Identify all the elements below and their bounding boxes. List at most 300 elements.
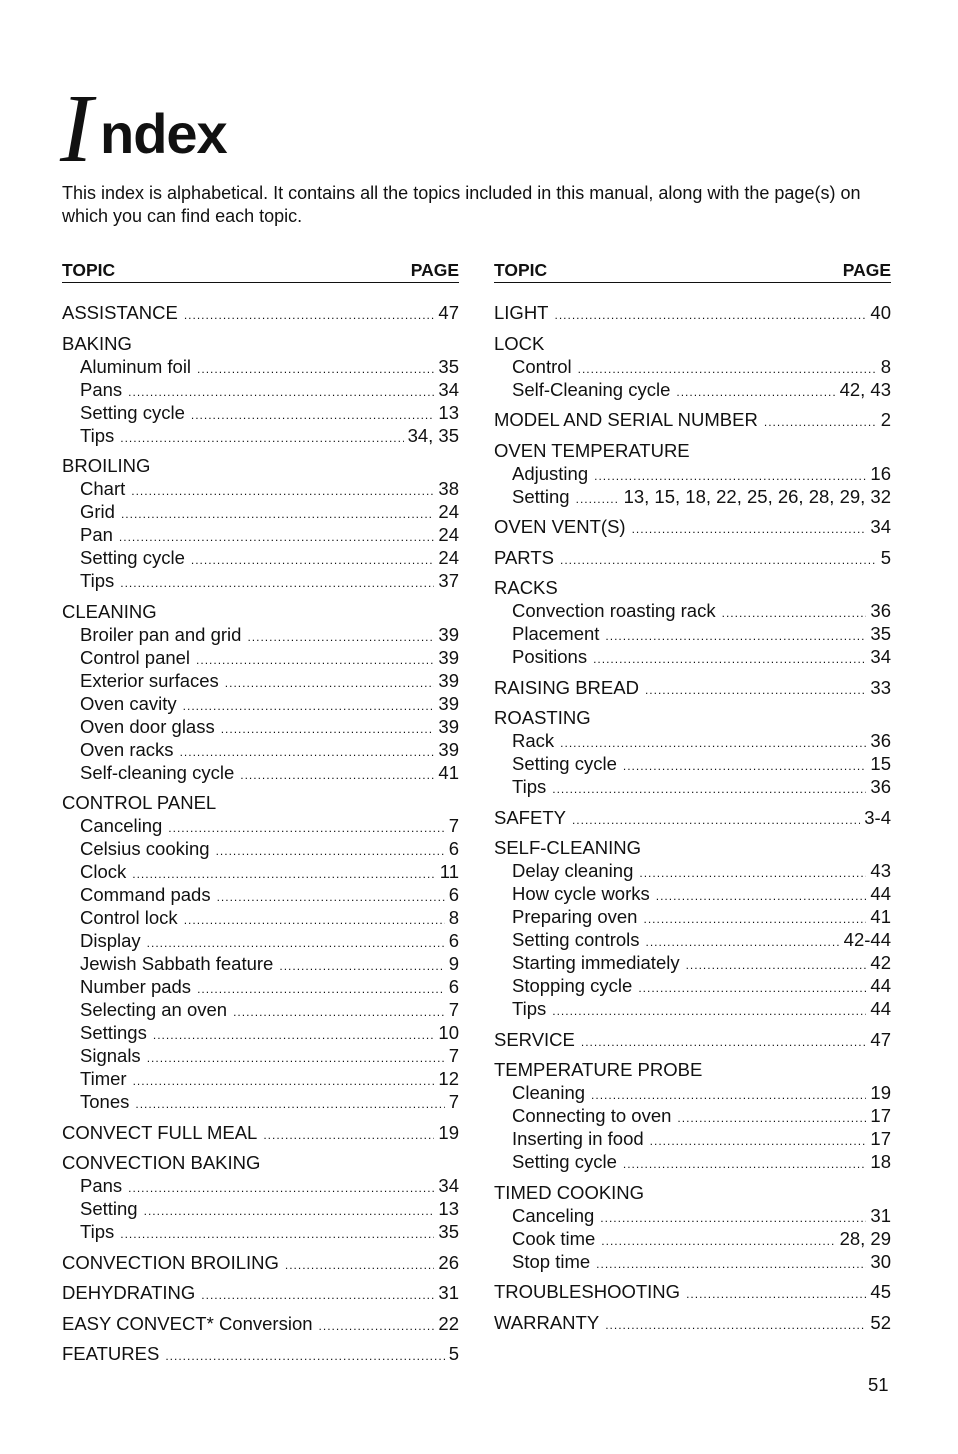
- index-entry-heading: [494, 806, 891, 829]
- index-subentry: [494, 775, 891, 798]
- index-subentry: [62, 355, 459, 378]
- index-subentry: [494, 1127, 891, 1150]
- index-subentry: [494, 951, 891, 974]
- entry-page: 7: [448, 1091, 459, 1112]
- entry-topic: Exterior surfaces: [80, 669, 219, 691]
- entry-page: 5: [880, 546, 891, 568]
- entry-page: 36: [870, 600, 891, 621]
- entry-page: 17: [870, 1128, 891, 1149]
- dot-leader: [184, 304, 435, 327]
- entry-page: 10: [438, 1022, 459, 1043]
- entry-page: 34: [870, 516, 891, 537]
- index-subentry: [62, 906, 459, 929]
- index-entry-heading: [494, 546, 891, 569]
- index-entry-heading: [62, 1281, 459, 1304]
- index-subentry: [494, 997, 891, 1020]
- entry-page: 47: [870, 1028, 891, 1050]
- index-subentry: [494, 1227, 891, 1250]
- entry-topic: Setting controls: [512, 929, 640, 950]
- index-entry-heading: [62, 301, 459, 324]
- dot-leader: [233, 1001, 445, 1024]
- index-entry: [62, 454, 459, 592]
- entry-page: 19: [870, 1082, 891, 1103]
- entry-topic: Setting cycle: [80, 401, 185, 423]
- index-entry-heading: [62, 1312, 459, 1335]
- entry-topic: Celsius cooking: [80, 838, 210, 859]
- dot-leader: [197, 358, 434, 381]
- entry-page: 24: [438, 547, 459, 568]
- index-subentry: [494, 905, 891, 928]
- title-rest: ndex: [100, 102, 227, 165]
- entry-page: 33: [870, 676, 891, 698]
- entry-topic: Cleaning: [512, 1082, 586, 1103]
- index-subentry: [62, 814, 459, 837]
- index-entry: [62, 332, 459, 447]
- dot-leader: [201, 1284, 434, 1307]
- entry-topic: Control: [512, 355, 572, 377]
- topic-header: TOPIC: [62, 260, 116, 280]
- entry-page: 42-44: [843, 929, 891, 950]
- entry-page: 43: [870, 860, 891, 881]
- index-entry-heading: [494, 515, 891, 538]
- index-entry-heading: [494, 439, 891, 462]
- entry-topic: Pans: [80, 378, 123, 400]
- entry-page: 8: [448, 907, 459, 928]
- index-subentry: [62, 952, 459, 975]
- entry-topic: Canceling: [512, 1204, 595, 1226]
- dot-leader: [605, 1314, 866, 1337]
- index-entry: [494, 1311, 891, 1334]
- entry-topic: TROUBLESHOOTING: [494, 1281, 681, 1302]
- title-initial: I: [60, 75, 93, 183]
- entry-topic: LIGHT: [494, 302, 549, 323]
- dot-leader: [221, 718, 435, 741]
- index-column-right: [494, 258, 891, 1341]
- entry-page: 39: [438, 715, 459, 737]
- dot-leader: [240, 764, 434, 787]
- index-subentry: [62, 975, 459, 998]
- entry-topic: Stop time: [512, 1250, 591, 1272]
- index-entry-heading: [494, 408, 891, 431]
- entry-page: 37: [438, 570, 459, 591]
- dot-leader: [656, 885, 867, 908]
- index-entry: [494, 546, 891, 569]
- index-entry-heading: [494, 301, 891, 324]
- dot-leader: [216, 840, 445, 863]
- entry-page: 11: [439, 861, 459, 882]
- index-subentry: [62, 646, 459, 669]
- entry-page: 13: [438, 1198, 459, 1219]
- dot-leader: [128, 1177, 434, 1200]
- entry-page: 2: [880, 409, 891, 430]
- dot-leader: [319, 1315, 435, 1338]
- index-column-left: [62, 258, 459, 1373]
- entry-topic: Canceling: [80, 815, 163, 836]
- dot-leader: [593, 648, 866, 671]
- dot-leader: [686, 1283, 866, 1306]
- index-entry: [62, 1121, 459, 1144]
- entry-page: 44: [870, 998, 891, 1019]
- dot-leader: [165, 1345, 444, 1368]
- index-entry-heading: [494, 332, 891, 355]
- entry-topic: Broiler pan and grid: [80, 623, 242, 645]
- entry-page: 42: [870, 952, 891, 973]
- dot-leader: [645, 679, 866, 702]
- entry-topic: Setting: [80, 1198, 138, 1219]
- dot-leader: [131, 480, 434, 503]
- index-entry-heading: [62, 1151, 459, 1174]
- page-header: PAGE: [410, 260, 459, 280]
- index-subentry: [62, 1174, 459, 1197]
- entry-topic: CONTROL PANEL: [62, 792, 217, 813]
- entry-page: 52: [870, 1311, 891, 1333]
- index-subentry: [494, 859, 891, 882]
- entry-page: 36: [870, 730, 891, 751]
- index-subentry: [62, 738, 459, 761]
- entry-topic: BROILING: [62, 455, 151, 476]
- dot-leader: [184, 909, 445, 932]
- entry-page: 39: [438, 669, 459, 691]
- dot-leader: [279, 955, 444, 978]
- dot-leader: [676, 381, 835, 404]
- column-header: [62, 258, 459, 283]
- dot-leader: [722, 602, 867, 625]
- dot-leader: [120, 1223, 434, 1246]
- entry-topic: ASSISTANCE: [62, 302, 178, 323]
- entry-topic: Chart: [80, 478, 126, 499]
- entry-topic: Delay cleaning: [512, 860, 634, 881]
- index-subentry: [494, 882, 891, 905]
- index-subentry: [62, 715, 459, 738]
- entry-topic: FEATURES: [62, 1343, 160, 1364]
- entry-page: 24: [438, 524, 459, 545]
- dot-leader: [144, 1200, 435, 1223]
- index-entry-heading: [62, 791, 459, 814]
- index-subentry: [62, 929, 459, 952]
- index-entry: [62, 600, 459, 784]
- entry-topic: Selecting an oven: [80, 999, 228, 1020]
- dot-leader: [605, 625, 866, 648]
- entry-topic: SERVICE: [494, 1028, 575, 1050]
- entry-topic: MODEL AND SERIAL NUMBER: [494, 409, 758, 430]
- entry-page: 28, 29: [839, 1227, 891, 1249]
- index-entry: [494, 515, 891, 538]
- entry-page: 6: [448, 930, 459, 951]
- entry-topic: Tips: [80, 570, 115, 591]
- entry-page: 19: [438, 1121, 459, 1143]
- index-subentry: [494, 1250, 891, 1273]
- entry-topic: WARRANTY: [494, 1311, 600, 1333]
- entry-page: 41: [870, 906, 891, 927]
- index-subentry: [62, 1021, 459, 1044]
- entry-page: 7: [448, 1045, 459, 1066]
- entry-topic: Pan: [80, 524, 113, 545]
- entry-topic: Clock: [80, 861, 127, 882]
- entry-page: 7: [448, 999, 459, 1020]
- entry-topic: RAISING BREAD: [494, 676, 639, 698]
- index-subentry: [494, 599, 891, 622]
- entry-topic: Control panel: [80, 646, 191, 668]
- index-subentry: [62, 1197, 459, 1220]
- index-entry: [494, 1181, 891, 1273]
- entry-topic: Setting: [512, 485, 570, 507]
- dot-leader: [183, 695, 435, 718]
- index-subentry: [62, 860, 459, 883]
- index-entry: [62, 1312, 459, 1335]
- dot-leader: [217, 886, 445, 909]
- entry-topic: RACKS: [494, 577, 558, 598]
- index-entry: [62, 1151, 459, 1243]
- index-entry-heading: [494, 1058, 891, 1081]
- index-entry-heading: [62, 1121, 459, 1144]
- index-entry-heading: [62, 1342, 459, 1365]
- entry-page: 39: [438, 738, 459, 760]
- index-entry: [494, 439, 891, 508]
- index-subentry: [494, 974, 891, 997]
- dot-leader: [554, 304, 866, 327]
- index-subentry: [494, 355, 891, 378]
- entry-topic: Starting immediately: [512, 952, 680, 973]
- entry-page: 6: [448, 884, 459, 905]
- index-entry-heading: [494, 1280, 891, 1303]
- dot-leader: [196, 649, 434, 672]
- entry-topic: CONVECT FULL MEAL: [62, 1121, 258, 1143]
- dot-leader: [639, 862, 866, 885]
- entry-page: 31: [438, 1282, 459, 1303]
- entry-topic: Self-cleaning cycle: [80, 761, 235, 783]
- entry-topic: Setting cycle: [512, 1151, 617, 1172]
- index-subentry: [494, 729, 891, 752]
- dot-leader: [191, 549, 435, 572]
- dot-leader: [764, 411, 877, 434]
- topic-header: TOPIC: [494, 260, 548, 280]
- entry-topic: Connecting to oven: [512, 1105, 672, 1126]
- entry-page: 24: [438, 501, 459, 522]
- entry-page: 13, 15, 18, 22, 25, 26, 28, 29, 32: [623, 485, 891, 507]
- entry-topic: Jewish Sabbath feature: [80, 953, 274, 974]
- index-subentry: [62, 1220, 459, 1243]
- dot-leader: [576, 488, 620, 511]
- entry-page: 8: [880, 355, 891, 377]
- dot-leader: [133, 1070, 435, 1093]
- dot-leader: [191, 404, 435, 427]
- index-entry: [62, 301, 459, 324]
- entry-topic: Oven door glass: [80, 715, 215, 737]
- dot-leader: [168, 817, 444, 840]
- entry-page: 22: [438, 1312, 459, 1334]
- index-entry-heading: [494, 676, 891, 699]
- dot-leader: [552, 778, 866, 801]
- index-subentry: [62, 424, 459, 447]
- dot-leader: [225, 672, 435, 695]
- dot-leader: [600, 1207, 866, 1230]
- entry-topic: Display: [80, 930, 141, 951]
- entry-topic: Timer: [80, 1068, 127, 1089]
- entry-topic: ROASTING: [494, 707, 591, 728]
- dot-leader: [560, 549, 877, 572]
- index-entry: [62, 791, 459, 1113]
- entry-page: 44: [870, 883, 891, 904]
- dot-leader: [135, 1093, 444, 1116]
- index-entry-heading: [62, 454, 459, 477]
- dot-leader: [677, 1107, 866, 1130]
- entry-page: 42, 43: [839, 378, 891, 400]
- entry-topic: Settings: [80, 1022, 147, 1043]
- index-subentry: [62, 401, 459, 424]
- entry-page: 12: [438, 1068, 459, 1089]
- entry-topic: TEMPERATURE PROBE: [494, 1059, 703, 1080]
- entry-topic: Positions: [512, 646, 588, 667]
- index-subentry: [494, 645, 891, 668]
- entry-page: 34: [438, 1175, 459, 1196]
- entry-list: [62, 301, 459, 1365]
- entry-page: 34: [870, 646, 891, 667]
- index-entry-heading: [494, 836, 891, 859]
- index-entry: [494, 1280, 891, 1303]
- entry-page: 39: [438, 623, 459, 645]
- entry-page: 3-4: [864, 806, 891, 828]
- entry-topic: CONVECTION BAKING: [62, 1152, 261, 1173]
- entry-topic: LOCK: [494, 332, 545, 354]
- entry-topic: CLEANING: [62, 600, 157, 622]
- entry-topic: Pans: [80, 1175, 123, 1196]
- index-subentry: [62, 523, 459, 546]
- index-entry: [494, 676, 891, 699]
- dot-leader: [623, 1153, 867, 1176]
- index-subentry: [62, 1067, 459, 1090]
- dot-leader: [247, 626, 434, 649]
- entry-page: 9: [448, 953, 459, 974]
- entry-topic: Command pads: [80, 884, 211, 905]
- entry-topic: Oven racks: [80, 738, 174, 760]
- dot-leader: [120, 427, 403, 450]
- index-entry-heading: [494, 1028, 891, 1051]
- index-entry: [494, 806, 891, 829]
- entry-topic: Signals: [80, 1045, 141, 1066]
- entry-page: 17: [870, 1105, 891, 1126]
- entry-topic: BAKING: [62, 332, 132, 354]
- entry-topic: Rack: [512, 730, 555, 751]
- entry-page: 7: [448, 815, 459, 836]
- entry-page: 34: [438, 378, 459, 400]
- entry-topic: Self-Cleaning cycle: [512, 378, 671, 400]
- entry-topic: Convection roasting rack: [512, 600, 716, 621]
- index-entry: [62, 1251, 459, 1274]
- index-subentry: [62, 477, 459, 500]
- page-number: 51: [868, 1374, 889, 1395]
- dot-leader: [581, 1031, 867, 1054]
- dot-leader: [572, 809, 860, 832]
- column-header: [494, 258, 891, 283]
- entry-topic: TIMED COOKING: [494, 1181, 645, 1203]
- index-subentry: [494, 1081, 891, 1104]
- dot-leader: [686, 954, 867, 977]
- entry-topic: Control lock: [80, 907, 178, 928]
- index-subentry: [62, 669, 459, 692]
- index-subentry: [62, 761, 459, 784]
- dot-leader: [285, 1254, 435, 1277]
- index-entry: [494, 706, 891, 798]
- entry-page: 13: [438, 401, 459, 423]
- dot-leader: [153, 1024, 435, 1047]
- dot-leader: [643, 908, 866, 931]
- dot-leader: [650, 1130, 867, 1153]
- entry-page: 31: [870, 1204, 891, 1226]
- index-entry-heading: [494, 1181, 891, 1204]
- entry-page: 39: [438, 646, 459, 668]
- index-subentry: [62, 569, 459, 592]
- entry-topic: CONVECTION BROILING: [62, 1251, 279, 1273]
- entry-page: 30: [870, 1250, 891, 1272]
- index-subentry: [494, 1204, 891, 1227]
- entry-topic: Preparing oven: [512, 906, 638, 927]
- entry-list: [494, 301, 891, 1334]
- entry-page: 35: [438, 1221, 459, 1242]
- index-subentry: [62, 1044, 459, 1067]
- index-entry: [494, 332, 891, 401]
- index-entry: [494, 1058, 891, 1173]
- dot-leader: [120, 572, 434, 595]
- index-subentry: [494, 378, 891, 401]
- index-subentry: [62, 623, 459, 646]
- entry-topic: Oven cavity: [80, 692, 177, 714]
- entry-page: 39: [438, 692, 459, 714]
- entry-topic: Tips: [80, 424, 115, 446]
- index-entry-heading: [62, 332, 459, 355]
- index-subentry: [62, 883, 459, 906]
- entry-page: 45: [870, 1281, 891, 1302]
- entry-topic: Tips: [80, 1221, 115, 1242]
- index-subentry: [494, 485, 891, 508]
- index-entry: [494, 836, 891, 1020]
- index-entry-heading: [494, 706, 891, 729]
- dot-leader: [632, 518, 867, 541]
- entry-page: 38: [438, 478, 459, 499]
- index-subentry: [494, 1150, 891, 1173]
- entry-topic: Tips: [512, 998, 547, 1019]
- index-subentry: [494, 622, 891, 645]
- index-entry: [494, 1028, 891, 1051]
- index-entry-heading: [62, 1251, 459, 1274]
- entry-page: 35: [438, 355, 459, 377]
- entry-page: 41: [438, 761, 459, 783]
- entry-page: 26: [438, 1251, 459, 1273]
- dot-leader: [623, 755, 867, 778]
- index-subentry: [62, 998, 459, 1021]
- entry-topic: How cycle works: [512, 883, 650, 904]
- entry-topic: Placement: [512, 623, 600, 644]
- entry-page: 15: [870, 753, 891, 774]
- entry-page: 6: [448, 976, 459, 997]
- dot-leader: [263, 1124, 434, 1147]
- entry-topic: Number pads: [80, 976, 192, 997]
- index-subentry: [62, 837, 459, 860]
- entry-page: 44: [870, 975, 891, 996]
- entry-page: 35: [870, 623, 891, 644]
- entry-topic: Grid: [80, 501, 115, 522]
- entry-page: 34, 35: [407, 424, 459, 446]
- entry-topic: Cook time: [512, 1227, 596, 1249]
- index-subentry: [62, 378, 459, 401]
- index-entry-heading: [494, 576, 891, 599]
- index-subentry: [494, 1104, 891, 1127]
- entry-topic: Setting cycle: [512, 753, 617, 774]
- entry-topic: PARTS: [494, 546, 554, 568]
- index-subentry: [62, 546, 459, 569]
- dot-leader: [638, 977, 866, 1000]
- entry-topic: OVEN TEMPERATURE: [494, 439, 690, 461]
- entry-topic: SAFETY: [494, 806, 566, 828]
